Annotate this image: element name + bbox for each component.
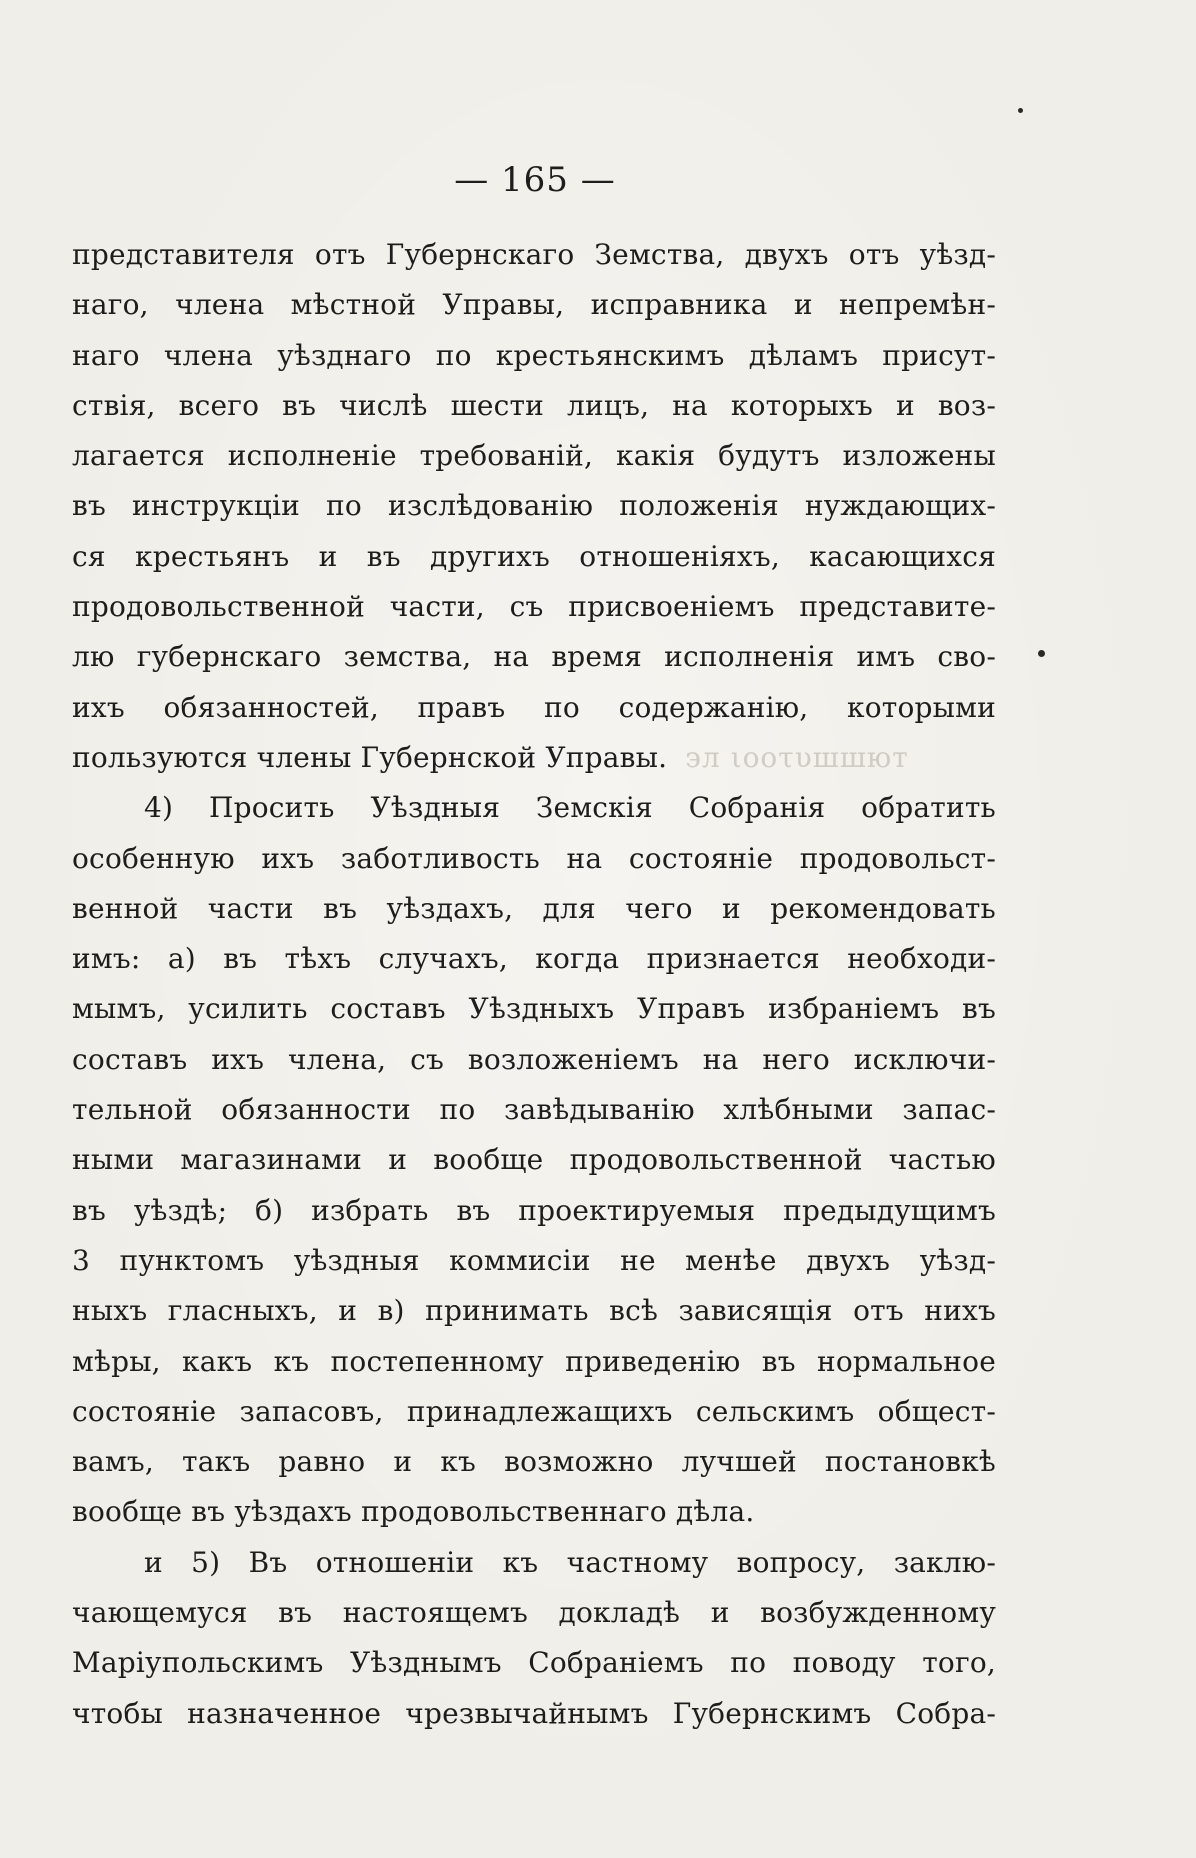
text-line: ныхъ гласныхъ, и в) принимать всѣ зависящія отъ нихъ — [72, 1294, 996, 1328]
text-line: мѣры, какъ къ постепенному приведенію въ нормальное — [72, 1344, 996, 1378]
page-number: — 165 — — [454, 160, 616, 200]
text-line: вамъ, такъ равно и къ возможно лучшей постановкѣ — [72, 1445, 996, 1479]
ink-speck — [1018, 108, 1023, 113]
text-line: венной части въ уѣздахъ, для чего и рекомендовать — [72, 891, 996, 925]
text-line: въ инструкціи по изслѣдованію положенія нуждающих- — [72, 489, 996, 523]
body-text — [72, 230, 996, 1739]
text-line: продовольственной части, съ присвоеніемъ представите- — [72, 590, 996, 624]
text-line: тельной обязанности по завѣдыванію хлѣбными запас- — [72, 1093, 996, 1127]
text-line: ся крестьянъ и въ другихъ отношеніяхъ, касающихся — [72, 539, 996, 573]
text-line: чающемуся въ настоящемъ докладѣ и возбужденному — [72, 1596, 996, 1630]
text-line: Маріупольскимъ Уѣзднымъ Собраніемъ по поводу того, — [72, 1646, 996, 1680]
paragraph-end-text: пользуются члены Губернской Управы. — [72, 740, 668, 774]
text-line-paragraph-end: вообще въ уѣздахъ продовольственнаго дѣла. — [72, 1495, 755, 1529]
text-line: состояніе запасовъ, принадлежащихъ сельскимъ общест- — [72, 1394, 996, 1428]
text-line: въ уѣздѣ; б) избрать въ проектируемыя предыдущимъ — [72, 1193, 996, 1227]
text-line: наго члена уѣзднаго по крестьянскимъ дѣламъ присут- — [72, 338, 996, 372]
text-line: ихъ обязанностей, правъ по содержанію, которыми — [72, 690, 996, 724]
text-line: особенную ихъ заботливость на состояніе продовольст- — [72, 841, 996, 875]
text-line-paragraph-start: 4) Просить Уѣздныя Земскія Собранія обратить — [144, 791, 996, 825]
text-line: наго, члена мѣстной Управы, исправника и непремѣн- — [72, 288, 996, 322]
text-line: мымъ, усилить составъ Уѣздныхъ Управъ избраніемъ въ — [72, 992, 996, 1026]
text-line: 3 пунктомъ уѣздныя коммисіи не менѣе двухъ уѣзд- — [72, 1243, 996, 1277]
ink-speck — [1038, 650, 1045, 657]
text-line: представителя отъ Губернскаго Земства, двухъ отъ уѣзд- — [72, 238, 996, 271]
text-line: составъ ихъ члена, съ возложеніемъ на него исключи- — [72, 1042, 996, 1076]
text-line: ными магазинами и вообще продовольственной частью — [72, 1143, 996, 1177]
text-line: имъ: а) въ тѣхъ случахъ, когда признается необходи- — [72, 942, 996, 976]
text-line: ствія, всего въ числѣ шести лицъ, на которыхъ и воз- — [72, 388, 996, 422]
bleed-through-text: эл ιοοτυшшют — [685, 740, 909, 774]
text-line-paragraph-start: и 5) Въ отношеніи къ частному вопросу, заклю- — [144, 1545, 996, 1579]
text-line: лагается исполненіе требованій, какія будутъ изложены — [72, 439, 996, 473]
text-line-paragraph-end — [72, 733, 996, 783]
text-line: лю губернскаго земства, на время исполненія имъ сво- — [72, 640, 996, 674]
text-line: чтобы назначенное чрезвычайнымъ Губернскимъ Собра- — [72, 1696, 996, 1730]
